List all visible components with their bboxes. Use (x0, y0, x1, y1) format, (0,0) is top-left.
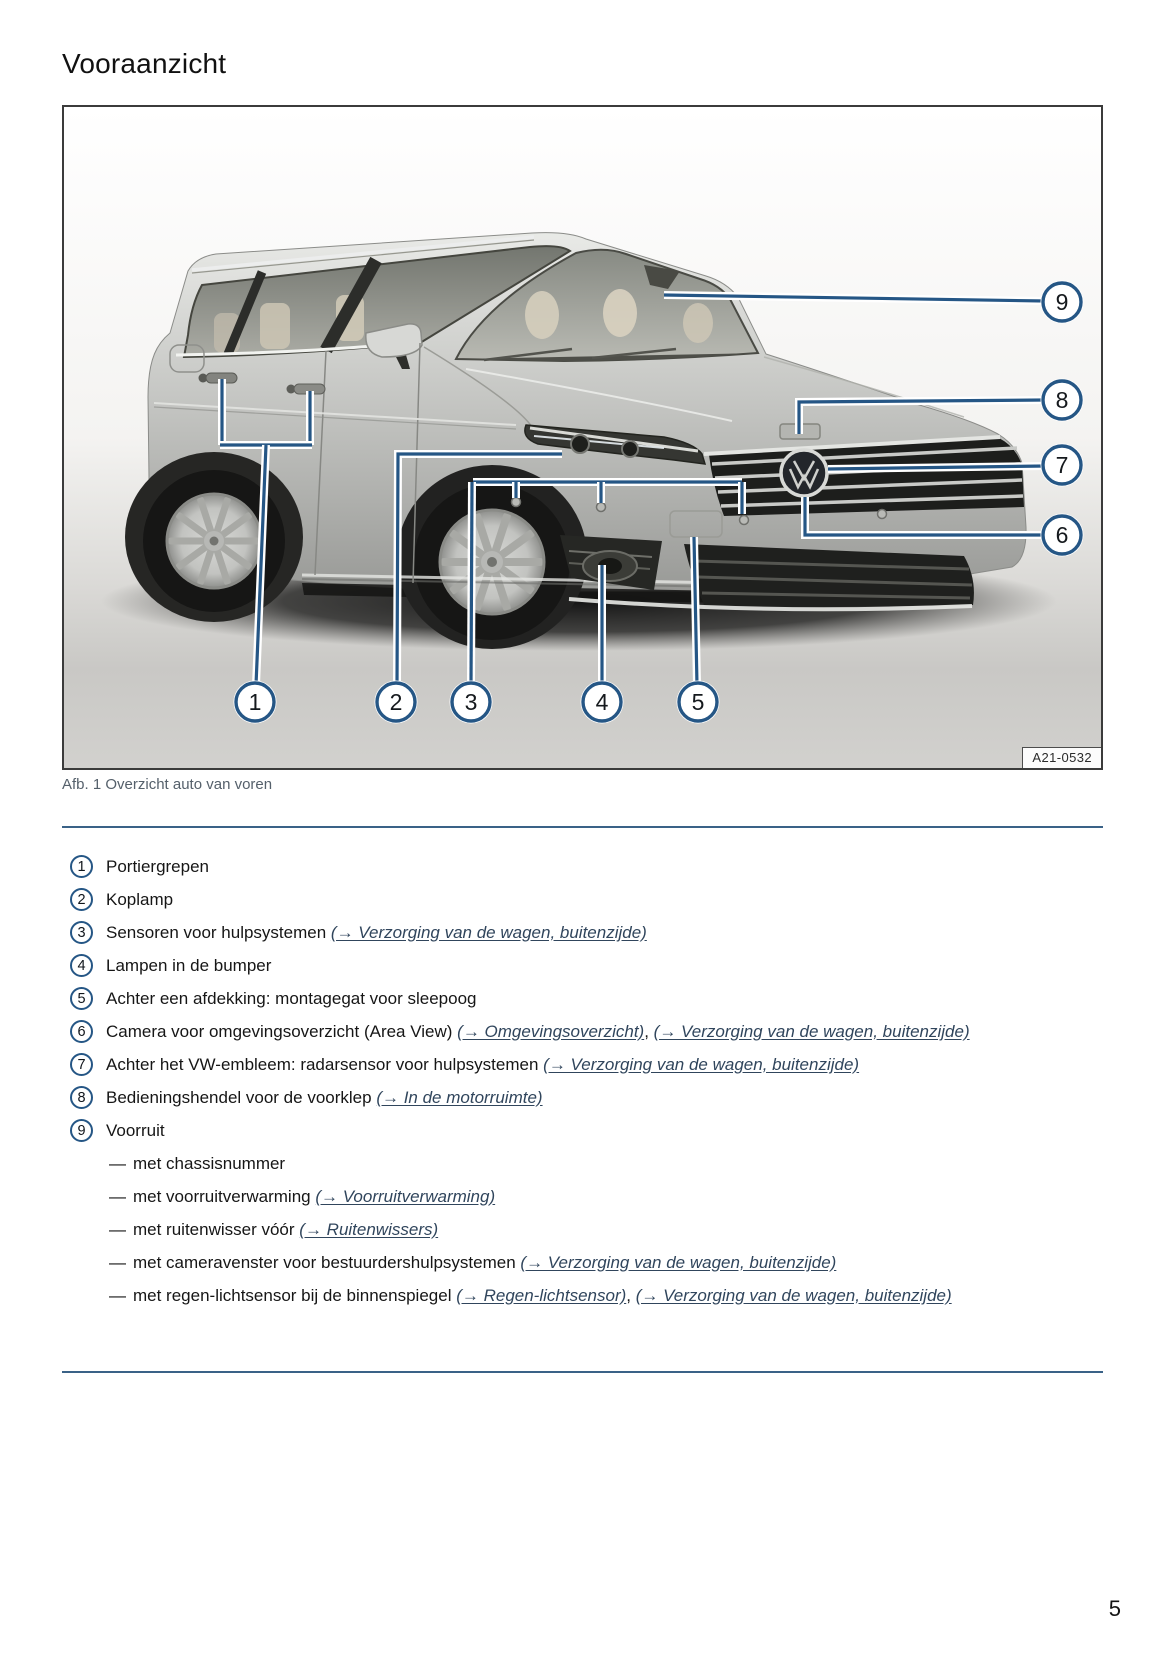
legend-number: 7 (70, 1053, 93, 1076)
figure-caption: Afb. 1 Overzicht auto van voren (62, 776, 273, 793)
figure-id-label: A21-0532 (1022, 747, 1101, 768)
legend-number: 2 (70, 888, 93, 911)
separator-top (62, 826, 1103, 828)
separator-bottom (62, 1371, 1103, 1373)
legend (62, 850, 1103, 1312)
front-wheel (414, 484, 570, 640)
legend-subitem (62, 1180, 1103, 1213)
legend-subitem (62, 1279, 1103, 1312)
figure-callout-number: 4 (595, 689, 609, 715)
legend-subtext: met voorruitverwarming (→ Voorruitverwarming) (133, 1186, 496, 1206)
cross-reference-link[interactable]: (→ Verzorging van de wagen, buitenzijde) (635, 1285, 952, 1305)
legend-text: Portiergrepen (106, 856, 210, 876)
dash-bullet: — (109, 1285, 126, 1305)
cross-reference-link[interactable]: (→ Regen-lichtsensor) (456, 1285, 627, 1305)
car-illustration (64, 107, 1101, 768)
legend-item (62, 916, 1103, 949)
cross-reference-link[interactable]: (→ Verzorging van de wagen, buitenzijde) (330, 922, 647, 942)
figure-callout-number: 5 (691, 689, 705, 715)
dash-bullet: — (109, 1219, 126, 1239)
legend-number: 9 (70, 1119, 93, 1142)
vw-emblem (781, 450, 827, 496)
legend-item (62, 850, 1103, 883)
cross-reference-link[interactable]: (→ Verzorging van de wagen, buitenzijde) (520, 1252, 837, 1272)
legend-text: Achter een afdekking: montagegat voor sleepoog (106, 988, 477, 1008)
legend-item (62, 1048, 1103, 1081)
page-number: 5 (1108, 1596, 1121, 1621)
dash-bullet: — (109, 1186, 126, 1206)
figure-callout-number: 2 (389, 689, 403, 715)
legend-subtext: met ruitenwisser vóór (→ Ruitenwissers) (133, 1219, 439, 1239)
legend-subtext: met regen-lichtsensor bij de binnenspiegel (→ Regen-lichtsensor), (→ Verzorging van de wagen, buitenzijde) (133, 1285, 952, 1305)
legend-subtext: met chassisnummer (133, 1153, 286, 1173)
legend-number: 1 (70, 855, 93, 878)
legend-subitem (62, 1147, 1103, 1180)
legend-subitem (62, 1213, 1103, 1246)
page-title: Vooraanzicht (62, 48, 227, 79)
dash-bullet: — (109, 1153, 126, 1173)
legend-subtext: met cameravenster voor bestuurdershulpsystemen (→ Verzorging van de wagen, buitenzijde) (133, 1252, 837, 1272)
cross-reference-link[interactable]: (→ Ruitenwissers) (299, 1219, 439, 1239)
legend-text: Achter het VW-embleem: radarsensor voor hulpsystemen (→ Verzorging van de wagen, buitenzijde) (106, 1054, 860, 1074)
legend-text: Lampen in de bumper (106, 955, 272, 975)
figure-callout-number: 3 (464, 689, 478, 715)
legend-item (62, 982, 1103, 1015)
legend-item (62, 883, 1103, 916)
legend-number: 5 (70, 987, 93, 1010)
legend-item (62, 1015, 1103, 1048)
legend-number: 3 (70, 921, 93, 944)
legend-subitem (62, 1246, 1103, 1279)
legend-text: Sensoren voor hulpsystemen (→ Verzorging van de wagen, buitenzijde) (106, 922, 647, 942)
figure-callout-number: 6 (1055, 522, 1069, 548)
legend-text: Bedieningshendel voor de voorklep (→ In de motorruimte) (106, 1087, 543, 1107)
legend-text: Koplamp (106, 889, 174, 909)
cross-reference-link[interactable]: (→ In de motorruimte) (376, 1087, 543, 1107)
legend-item (62, 1081, 1103, 1114)
legend-item (62, 1114, 1103, 1147)
figure-frame (62, 105, 1103, 770)
legend-number: 8 (70, 1086, 93, 1109)
cross-reference-link[interactable]: (→ Verzorging van de wagen, buitenzijde) (653, 1021, 970, 1041)
legend-number: 6 (70, 1020, 93, 1043)
legend-text: Voorruit (106, 1120, 165, 1140)
cross-reference-link[interactable]: (→ Voorruitverwarming) (315, 1186, 496, 1206)
legend-number: 4 (70, 954, 93, 977)
dash-bullet: — (109, 1252, 126, 1272)
figure-callout-number: 1 (248, 689, 262, 715)
legend-item (62, 949, 1103, 982)
figure-callout-number: 7 (1055, 452, 1069, 478)
legend-text: Camera voor omgevingsoverzicht (Area View) (→ Omgevingsoverzicht), (→ Verzorging van de wagen, buitenzijde) (106, 1021, 970, 1041)
figure-callout-number: 8 (1055, 387, 1069, 413)
cross-reference-link[interactable]: (→ Omgevingsoverzicht) (457, 1021, 645, 1041)
figure-callout-number: 9 (1055, 289, 1069, 315)
cross-reference-link[interactable]: (→ Verzorging van de wagen, buitenzijde) (543, 1054, 860, 1074)
